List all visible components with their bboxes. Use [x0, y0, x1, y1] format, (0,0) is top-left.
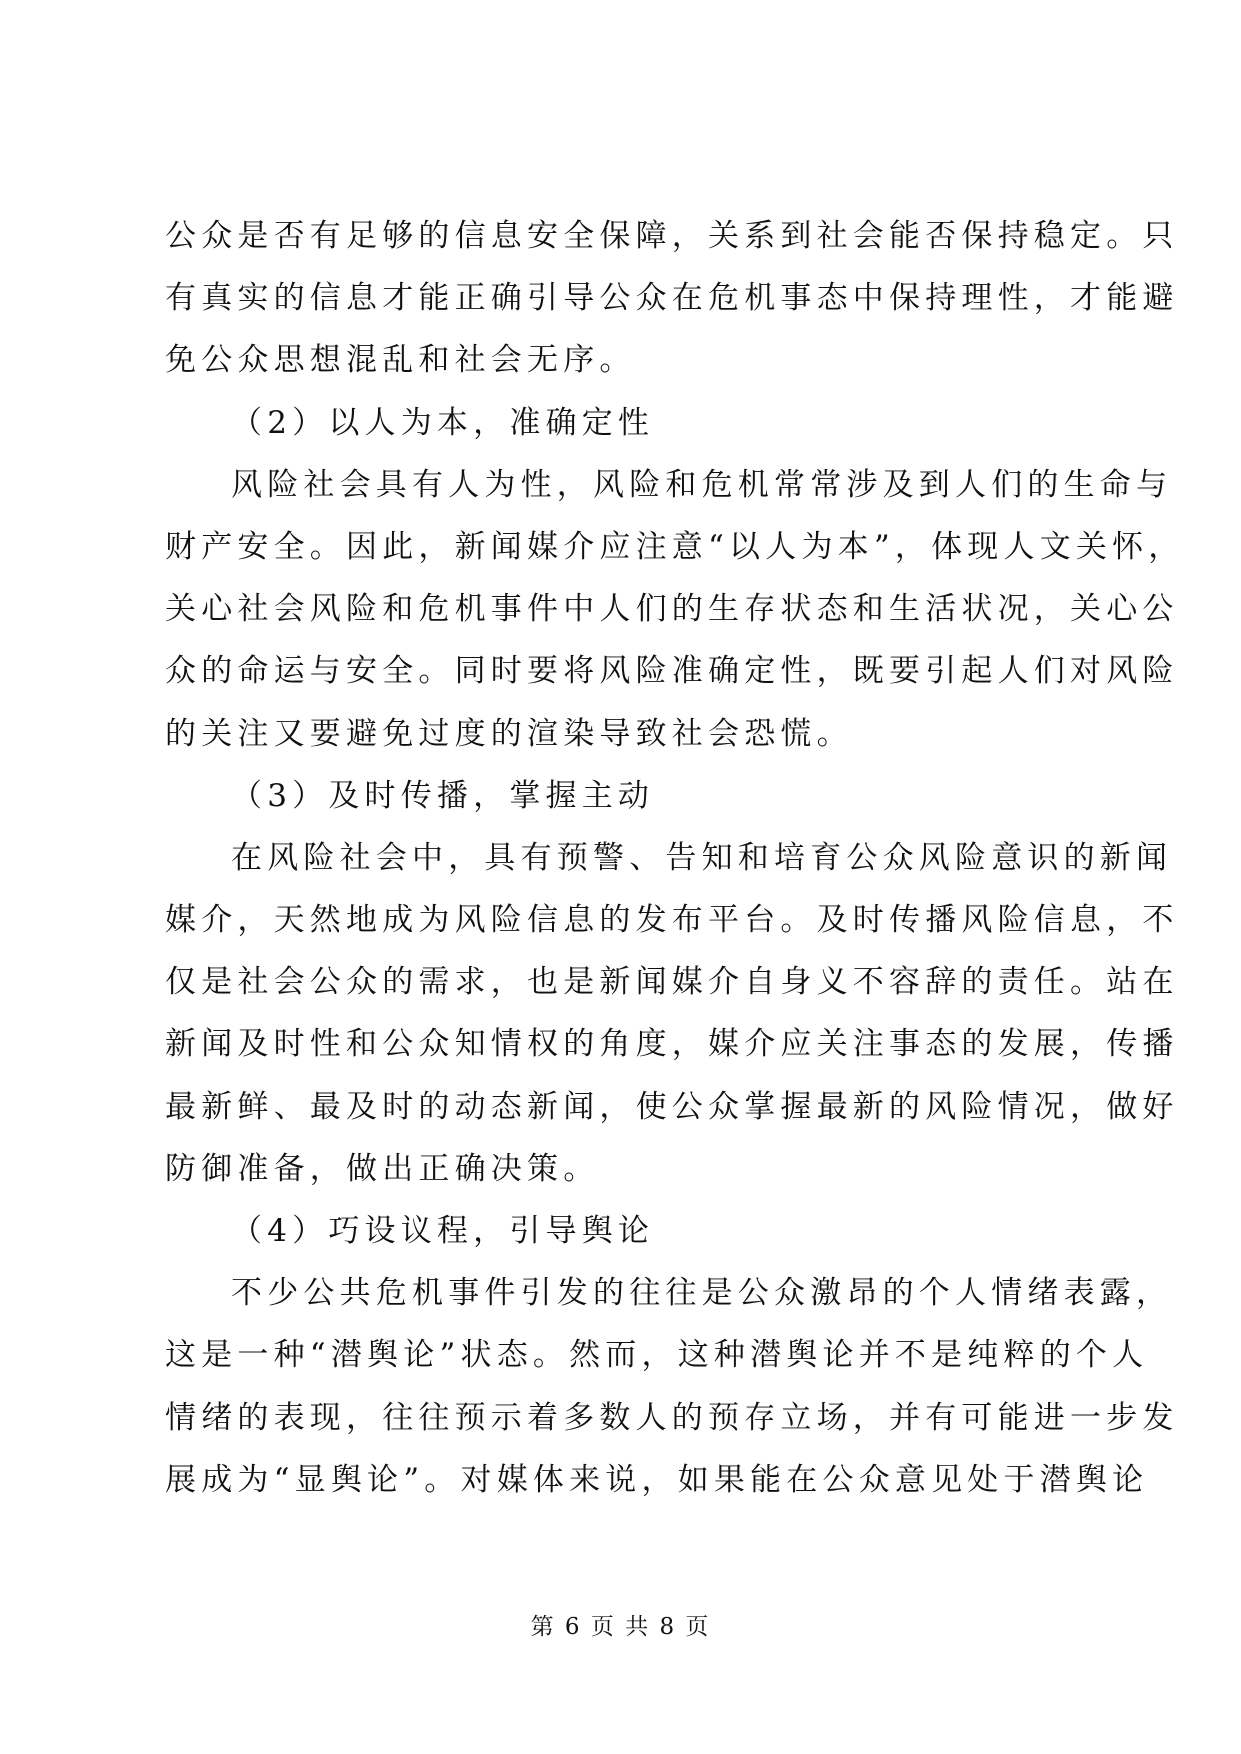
section-heading: （2）以人为本，准确定性: [231, 404, 655, 441]
paragraph-line: 关心社会风险和危机事件中人们的生存状态和生活状况，关心公: [165, 591, 1179, 628]
paragraph-line: 最新鲜、最及时的动态新闻，使公众掌握最新的风险情况，做好: [165, 1088, 1179, 1125]
paragraph-line: 众的命运与安全。同时要将风险准确定性，既要引起人们对风险: [165, 653, 1179, 690]
paragraph-line: 风险社会具有人为性，风险和危机常常涉及到人们的生命与: [231, 466, 1173, 503]
paragraph-line: 防御准备，做出正确决策。: [165, 1150, 600, 1187]
paragraph-line: 公众是否有足够的信息安全保障，关系到社会能否保持稳定。只: [165, 218, 1179, 254]
paragraph-line: 新闻及时性和公众知情权的角度，媒介应关注事态的发展，传播: [165, 1026, 1179, 1063]
paragraph-line: 财产安全。因此，新闻媒介应注意“以人为本”，体现人文关怀，: [165, 528, 1185, 565]
paragraph-line: 不少公共危机事件引发的往往是公众激昂的个人情绪表露，: [231, 1275, 1173, 1312]
body-text: [165, 205, 1185, 1511]
paragraph-line: 仅是社会公众的需求，也是新闻媒介自身义不容辞的责任。站在: [165, 964, 1179, 1001]
section-heading: （4）巧设议程，引导舆论: [231, 1213, 655, 1249]
section-heading: （3）及时传播，掌握主动: [231, 777, 655, 814]
paragraph-line: 免公众思想混乱和社会无序。: [165, 342, 636, 379]
paragraph-line: 有真实的信息才能正确引导公众在危机事态中保持理性，才能避: [165, 280, 1179, 317]
paragraph-line: 展成为“显舆论”。对媒体来说，如果能在公众意见处于潜舆论: [165, 1461, 1149, 1498]
paragraph-line: 情绪的表现，往往预示着多数人的预存立场，并有可能进一步发: [165, 1399, 1179, 1436]
page-number-footer: 第 6 页 共 8 页: [530, 1614, 711, 1640]
paragraph-line: 的关注又要避免过度的渲染导致社会恐慌。: [165, 715, 853, 752]
paragraph-line: 在风险社会中，具有预警、告知和培育公众风险意识的新闻: [231, 839, 1173, 876]
paragraph-line: 媒介，天然地成为风险信息的发布平台。及时传播风险信息，不: [165, 902, 1179, 939]
paragraph-line: 这是一种“潜舆论”状态。然而，这种潜舆论并不是纯粹的个人: [165, 1337, 1149, 1374]
